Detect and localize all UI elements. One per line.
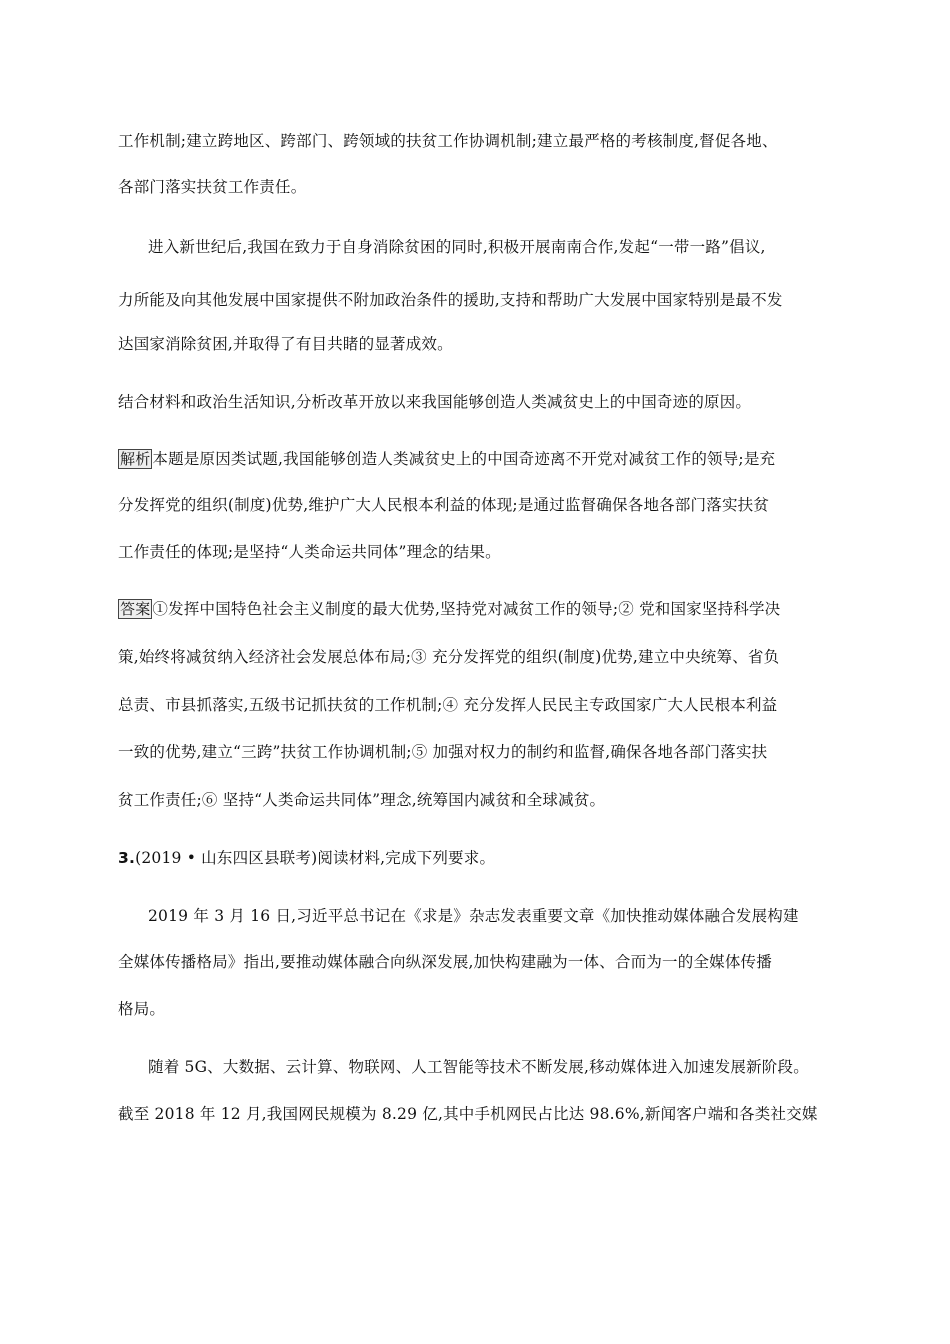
answer-text: 一致的优势,建立“三跨”扶贫工作协调机制;⑤ 加强对权力的制约和监督,确保各地各部门落实扶: [118, 743, 768, 761]
analysis-text: 工作责任的体现;是坚持“人类命运共同体”理念的结果。: [118, 543, 501, 561]
analysis-text: 本题是原因类试题,我国能够创造人类减贫史上的中国奇迹离不开党对减贫工作的领导;是充: [152, 450, 776, 468]
answer-text: 贫工作责任;⑥ 坚持“人类命运共同体”理念,统筹国内减贫和全球减贫。: [118, 791, 606, 809]
question-text: 结合材料和政治生活知识,分析改革开放以来我国能够创造人类减贫史上的中国奇迹的原因。: [118, 393, 752, 411]
material-text: 格局。: [118, 1000, 166, 1018]
material-text: 截至 2018 年 12 月,我国网民规模为 8.29 亿,其中手机网民占比达 98.6%,新闻客户端和各类社交媒: [118, 1105, 818, 1123]
paragraph-text: 达国家消除贫困,并取得了有目共睹的显著成效。: [118, 335, 453, 353]
question-number: 3.: [118, 849, 136, 867]
paragraph-text: 进入新世纪后,我国在致力于自身消除贫困的同时,积极开展南南合作,发起“一带一路”倡议,: [148, 238, 766, 256]
material-text: 随着 5G、大数据、云计算、物联网、人工智能等技术不断发展,移动媒体进入加速发展新阶段。: [148, 1058, 809, 1076]
question-3-header: [118, 847, 495, 869]
paragraph-text: 各部门落实扶贫工作责任。: [118, 178, 307, 196]
question-3-text: (2019 • 山东四区县联考)阅读材料,完成下列要求。: [135, 849, 496, 867]
answer-line: [118, 598, 780, 620]
answer-text: ①发挥中国特色社会主义制度的最大优势,坚持党对减贫工作的领导;② 党和国家坚持科学决: [152, 600, 781, 618]
material-text: 全媒体传播格局》指出,要推动媒体融合向纵深发展,加快构建融为一体、合而为一的全媒体传播: [118, 953, 772, 971]
analysis-line: [118, 448, 775, 470]
answer-text: 策,始终将减贫纳入经济社会发展总体布局;③ 充分发挥党的组织(制度)优势,建立中央统筹、省负: [118, 648, 780, 666]
analysis-text: 分发挥党的组织(制度)优势,维护广大人民根本利益的体现;是通过监督确保各地各部门落实扶贫: [118, 496, 770, 514]
material-text: 2019 年 3 月 16 日,习近平总书记在《求是》杂志发表重要文章《加快推动媒体融合发展构建: [148, 907, 799, 925]
paragraph-text: 力所能及向其他发展中国家提供不附加政治条件的援助,支持和帮助广大发展中国家特别是最不发: [118, 291, 783, 309]
paragraph-text: 工作机制;建立跨地区、跨部门、跨领域的扶贫工作协调机制;建立最严格的考核制度,督促各地、: [118, 132, 778, 150]
analysis-tag: 解析: [120, 450, 151, 468]
answer-tag: 答案: [120, 600, 151, 618]
answer-text: 总责、市县抓落实,五级书记抓扶贫的工作机制;④ 充分发挥人民民主专政国家广大人民根本利益: [118, 696, 778, 714]
